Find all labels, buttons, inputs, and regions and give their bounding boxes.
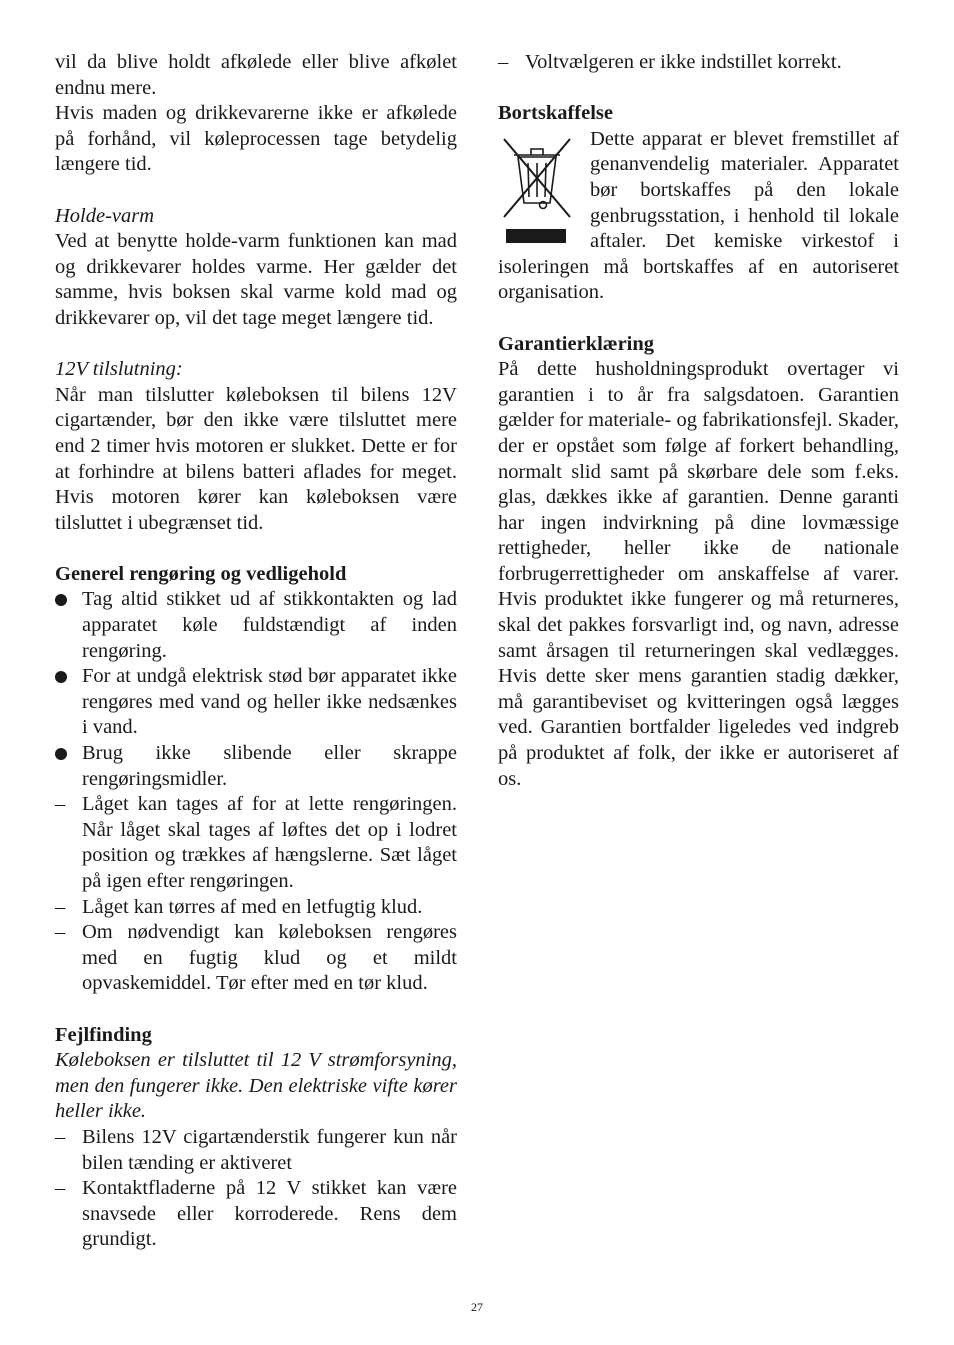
tilslutning-body: Når man tilslutter køleboksen til bilens 12V cigartænder, bør den ikke være tilsluttet mere end 2 timer hvis motoren er slukket. Dette er for at forhindre at bilens batteri aflades for meget. Hvis motoren kører kan køleboksen være tilsluttet i ubegrænset tid.: [55, 383, 457, 534]
intro-text: vil da blive holdt afkølede eller blive afkølet endnu mere.: [55, 51, 457, 99]
list-item: Tag altid stikket ud af stikkontakten og lad apparatet køle fuldstændigt af inden rengøring.: [55, 587, 457, 664]
tilslutning-title: 12V tilslutning:: [55, 358, 183, 381]
list-item: – Voltvælgeren er ikke indstillet korrekt.: [498, 51, 842, 73]
list-item: – Om nødvendigt kan køleboksen rengøres med en fugtig klud og et mildt opvaskemiddel. Tør efter med en tør klud.: [55, 921, 457, 995]
holde-varm-body: Ved at benytte holde-varm funktionen kan mad og drikkevarer holdes varme. Her gælder det samme, hvis boksen skal varme kold mad og drikkevarer op, vil det tage meget længere tid.: [55, 230, 457, 329]
troubleshooting-problem: Køleboksen er tilsluttet til 12 V strømforsyning, men den fungerer ikke. Den elektriske vifte kører heller ikke.: [55, 1049, 457, 1123]
left-column: [55, 50, 457, 1253]
disposal-section: [498, 127, 899, 306]
list-item: – Låget kan tages af for at lette rengøringen. Når låget skal tages af løftes det op i lodret position og trækkes af hængslerne. Sæt låget på igen efter rengøringen.: [55, 793, 457, 892]
list-item: Brug ikke slibende eller skrappe rengøringsmidler.: [55, 741, 457, 792]
troubleshooting-list: [55, 1125, 457, 1253]
cleaning-heading: Generel rengøring og vedligehold: [55, 562, 347, 585]
list-item: – Låget kan tørres af med en letfugtig klud.: [55, 895, 423, 918]
bullet-dot-icon: [55, 594, 67, 606]
cleaning-list: [55, 587, 457, 997]
troubleshooting-list-continued: [498, 50, 899, 76]
troubleshooting-heading: Fejlfinding: [55, 1023, 152, 1046]
disposal-body: Dette apparat er blevet fremstillet af genanvendelig materialer. Apparatet bør bortskaffes på den lokale genbrugsstation, i henhold til lokale aftaler. Det kemiske virkestof i isoleringen må bortskaffes af en autoriseret organisation.: [498, 127, 899, 304]
list-item: – Bilens 12V cigartænderstik fungerer kun når bilen tænding er aktiveret: [55, 1125, 457, 1174]
warranty-heading: Garantierklæring: [498, 332, 655, 355]
bullet-dot-icon: [55, 748, 67, 760]
weee-crossed-bin-icon: [498, 133, 576, 245]
right-column: [498, 50, 899, 792]
holde-varm-title: Holde-varm: [55, 204, 155, 227]
disposal-heading: Bortskaffelse: [498, 102, 614, 125]
list-item: – Kontaktfladerne på 12 V stikket kan være snavsede eller korroderede. Rens dem grundigt.: [55, 1177, 457, 1251]
page-number: 27: [471, 1300, 483, 1314]
warranty-body: På dette husholdningsprodukt overtager vi garantien i to år fra salgsdatoen. Garantien gælder for materiale- og fabrikationsfejl. Skader, der er opstået som følge af forkert behandling, normalt slid samt på skørbare dele som f.eks. glas, dækkes ikke af garantien. Denne garanti har ingen indvirkning på dine lovmæssige rettigheder, heller ikke de nationale forbrugerrettigheder om anskaffelse af varer. Hvis produktet ikke fungerer og må returneres, skal det pakkes forsvarligt ind, og navn, adresse samt årsagen til returneringen skal vedlægges. Hvis dette sker mens garantien stadig dækker, må garantibeviset og kvitteringen også lægges ved. Garantien bortfalder ligeledes ved indgreb på produktet af folk, der ikke er autoriseret af os.: [498, 358, 899, 790]
bullet-dot-icon: [55, 671, 67, 683]
intro-text-2: Hvis maden og drikkevarerne ikke er afkølede på forhånd, vil køleprocessen tage betydelig længere tid.: [55, 102, 457, 176]
list-item: For at undgå elektrisk stød bør apparatet ikke rengøres med vand og heller ikke nedsænkes i vand.: [55, 664, 457, 741]
